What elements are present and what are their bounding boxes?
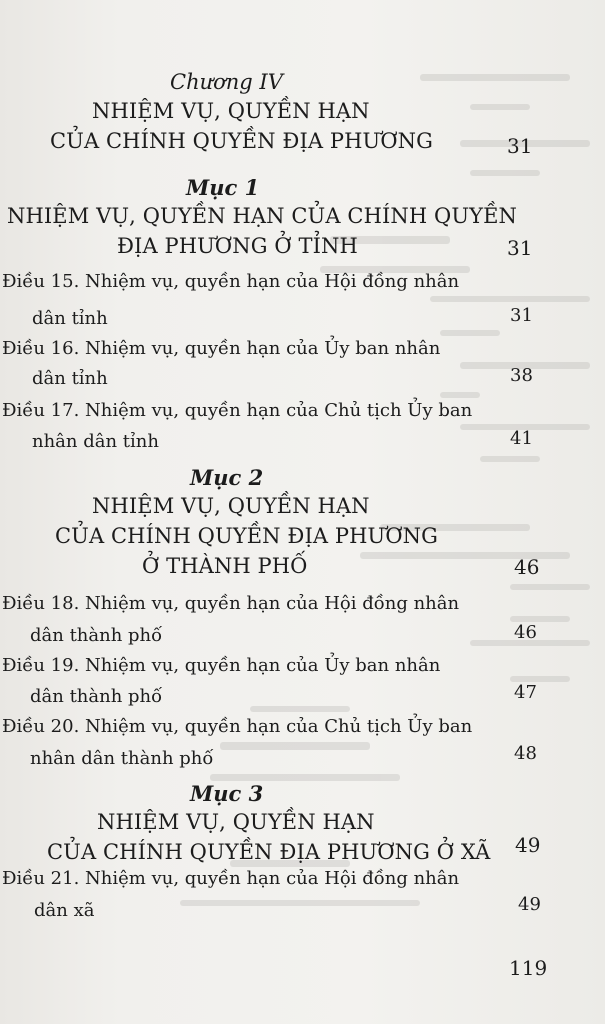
article-20-line2: nhân dân thành phố xyxy=(30,748,214,769)
article-21-line1: Điều 21. Nhiệm vụ, quyền hạn của Hội đồng nhân xyxy=(2,868,460,889)
article-18-page: 46 xyxy=(514,622,537,643)
article-18-line1: Điều 18. Nhiệm vụ, quyền hạn của Hội đồng nhân xyxy=(2,593,460,614)
section-3-page-number: 49 xyxy=(515,833,541,857)
article-21-line2: dân xã xyxy=(34,900,95,921)
section-1-title-line1: NHIỆM VỤ, QUYỀN HẠN CỦA CHÍNH QUYỀN xyxy=(7,204,518,228)
section-3-title-line1: NHIỆM VỤ, QUYỀN HẠN xyxy=(97,810,375,834)
article-17-page: 41 xyxy=(510,428,533,449)
article-19-page: 47 xyxy=(514,682,537,703)
article-15-line2: dân tỉnh xyxy=(32,308,108,329)
chapter-title-line2: CỦA CHÍNH QUYỀN ĐỊA PHƯƠNG xyxy=(50,129,433,153)
section-1-page-number: 31 xyxy=(507,236,533,260)
article-18-line2: dân thành phố xyxy=(30,625,163,646)
section-3-title-line2: CỦA CHÍNH QUYỀN ĐỊA PHƯƠNG Ở XÃ xyxy=(47,840,491,864)
article-21-page: 49 xyxy=(518,894,541,915)
article-16-page: 38 xyxy=(510,365,533,386)
section-3-label: Mục 3 xyxy=(190,781,264,806)
article-16-line2: dân tỉnh xyxy=(32,368,108,389)
article-20-page: 48 xyxy=(514,743,537,764)
page-number: 119 xyxy=(509,956,548,980)
article-15-page: 31 xyxy=(510,305,533,326)
section-2-page-number: 46 xyxy=(514,555,540,579)
section-2-title-line3: Ở THÀNH PHỐ xyxy=(142,554,308,578)
article-16-line1: Điều 16. Nhiệm vụ, quyền hạn của Ủy ban nhân xyxy=(2,338,441,359)
section-2-title-line2: CỦA CHÍNH QUYỀN ĐỊA PHƯƠNG xyxy=(55,524,438,548)
article-15-line1: Điều 15. Nhiệm vụ, quyền hạn của Hội đồng nhân xyxy=(2,271,460,292)
section-2-title-line1: NHIỆM VỤ, QUYỀN HẠN xyxy=(92,494,370,518)
chapter-title-line1: NHIỆM VỤ, QUYỀN HẠN xyxy=(92,99,370,123)
section-2-label: Mục 2 xyxy=(190,465,264,490)
article-20-line1: Điều 20. Nhiệm vụ, quyền hạn của Chủ tịch Ủy ban xyxy=(2,716,473,737)
article-19-line2: dân thành phố xyxy=(30,686,163,707)
chapter-page-number: 31 xyxy=(507,134,533,158)
article-17-line1: Điều 17. Nhiệm vụ, quyền hạn của Chủ tịch Ủy ban xyxy=(2,400,473,421)
section-1-label: Mục 1 xyxy=(186,175,260,200)
chapter-label: Chương IV xyxy=(170,70,283,94)
article-19-line1: Điều 19. Nhiệm vụ, quyền hạn của Ủy ban nhân xyxy=(2,655,441,676)
article-17-line2: nhân dân tỉnh xyxy=(32,431,159,452)
section-1-title-line2: ĐỊA PHƯƠNG Ở TỈNH xyxy=(117,234,358,258)
